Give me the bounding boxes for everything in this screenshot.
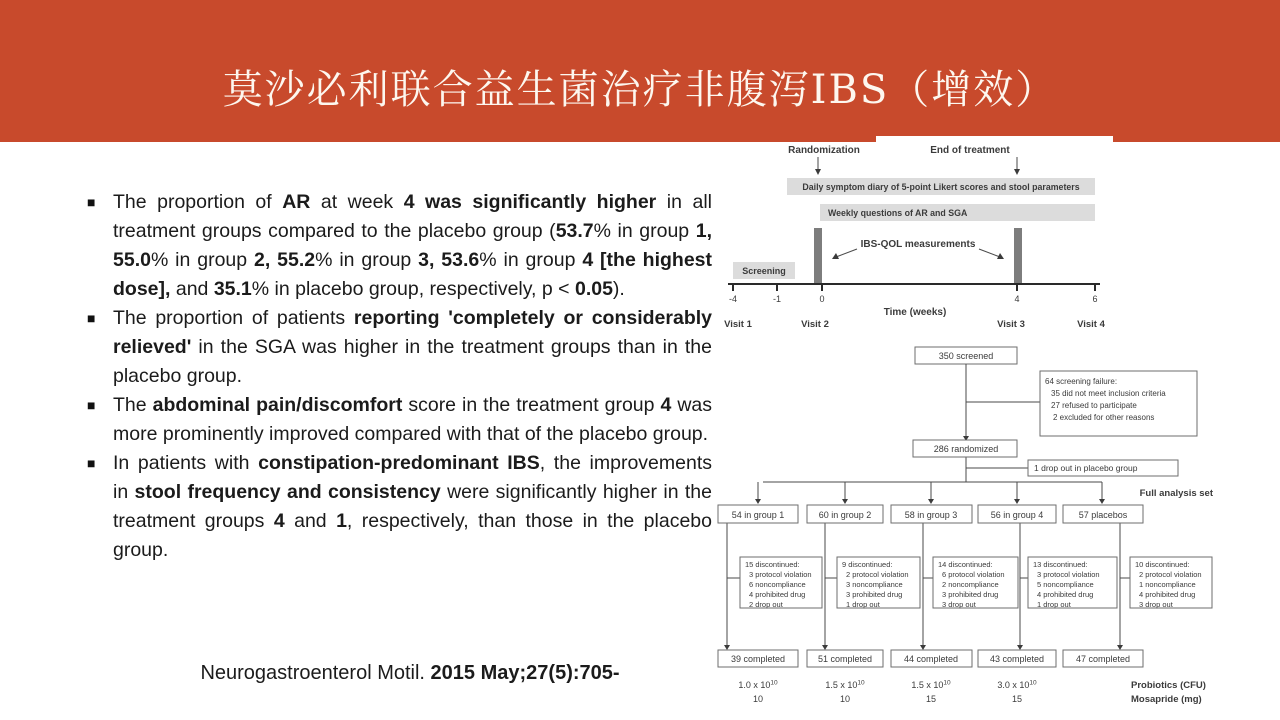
timeline-arrows (815, 157, 1020, 175)
bullet-square-icon: ■ (87, 310, 96, 326)
randomization-label: Randomization (788, 145, 860, 156)
discontinued-line: 3 noncompliance (846, 580, 903, 589)
dose-probiotics: 1.0 x $10^{10}$ (738, 679, 778, 690)
discontinued-line: 6 noncompliance (749, 580, 806, 589)
discontinued-line: 3 prohibited drug (846, 590, 903, 599)
discontinued-line: 1 noncompliance (1139, 580, 1196, 589)
legend-probiotics: Probiotics (CFU) (1131, 680, 1206, 691)
group-label: 56 in group 4 (990, 510, 1044, 520)
failure-line: 27 refused to participate (1051, 401, 1137, 410)
bullet-item (85, 391, 712, 449)
randomized-label: 286 randomized (933, 444, 999, 454)
dose-mosapride: 10 (752, 694, 764, 704)
completed-label: 43 completed (989, 654, 1045, 664)
discontinued-line: 2 protocol violation (846, 570, 909, 579)
tick-label: 6 (1092, 294, 1098, 304)
discontinued-line: 15 discontinued: (745, 560, 800, 569)
bullet-list (85, 188, 712, 565)
visit-label: Visit 1 (724, 319, 752, 330)
dose-probiotics: 1.5 x $10^{10}$ (911, 679, 951, 690)
tick-label: 0 (819, 294, 825, 304)
dose-probiotics: 3.0 x $10^{10}$ (997, 679, 1037, 690)
tick-label: -4 (728, 294, 738, 304)
bullet-text: The abdominal pain/discomfort score in the treatment group 4 was more prominently improved compared with that of the placebo group. (113, 394, 713, 445)
tick-label: -1 (772, 294, 782, 304)
end-of-treatment-label: End of treatment (930, 145, 1010, 156)
tick-label: 4 (1014, 294, 1020, 304)
failure-line: 35 did not meet inclusion criteria (1051, 389, 1166, 398)
discontinued-line: 2 noncompliance (942, 580, 999, 589)
dose-mosapride: 10 (839, 694, 851, 704)
bullet-square-icon: ■ (87, 455, 96, 471)
slide-header (0, 0, 1280, 142)
discontinued-line: 3 drop out (1139, 600, 1173, 609)
completed-label: 44 completed (903, 654, 959, 664)
completed-label: 47 completed (1075, 654, 1131, 664)
discontinued-line: 10 discontinued: (1135, 560, 1190, 569)
dropout-label: 1 drop out in placebo group (1034, 463, 1138, 473)
discontinued-line: 14 discontinued: (938, 560, 993, 569)
bullet-text: In patients with constipation-predominant IBS, the improvements in stool frequency and consistency were significantly higher in the treatment groups 4 and 1, respectively, than those in the placebo group. (113, 452, 713, 561)
bullet-item (85, 449, 712, 565)
discontinued-line: 1 drop out (1037, 600, 1071, 609)
discontinued-line: 4 prohibited drug (1037, 590, 1094, 599)
bullet-square-icon: ■ (87, 194, 96, 210)
weekly-questions-label: Weekly questions of AR and SGA (828, 208, 968, 218)
ibsqol-label: IBS-QOL measurements (860, 239, 976, 250)
visit-label: Visit 3 (997, 319, 1025, 330)
screened-label: 350 screened (938, 351, 994, 361)
discontinued-line: 13 discontinued: (1033, 560, 1088, 569)
slide-title: 莫沙必利联合益生菌治疗非腹泻IBS（增效） (222, 67, 1058, 113)
completed-label: 39 completed (730, 654, 786, 664)
visit-label: Visit 2 (801, 319, 829, 330)
time-axis-label: Time (weeks) (883, 307, 947, 318)
discontinued-line: 2 drop out (749, 600, 783, 609)
bullet-item (85, 304, 712, 391)
ibsqol-arrows (832, 249, 1004, 259)
discontinued-line: 3 drop out (942, 600, 976, 609)
screening-label: Screening (742, 266, 786, 276)
bullet-text: The proportion of patients reporting 'completely or considerably relieved' in the SGA was higher in the treatment groups than in the placebo group. (113, 307, 713, 387)
discontinued-line: 4 prohibited drug (1139, 590, 1196, 599)
group-label: 57 placebos (1078, 510, 1128, 520)
discontinued-line: 3 protocol violation (1037, 570, 1100, 579)
discontinued-line: 6 protocol violation (942, 570, 1005, 579)
dose-mosapride: 15 (1011, 694, 1023, 704)
legend-mosapride: Mosapride (mg) (1131, 694, 1202, 705)
discontinued-line: 2 protocol violation (1139, 570, 1202, 579)
bullet-text: The proportion of AR at week 4 was significantly higher in all treatment groups compared to the placebo group (53.7% in group 1, 55.0% in group 2, 55.2% in group 3, 53.6% in group 4 [the highest dose], and 35.1% in placebo group, respectively, p < 0.05). (113, 191, 713, 300)
dose-probiotics: 1.5 x $10^{10}$ (825, 679, 865, 690)
group-label: 58 in group 3 (904, 510, 958, 520)
visit-label: Visit 4 (1077, 319, 1105, 330)
bullet-square-icon: ■ (87, 397, 96, 413)
discontinued-line: 4 prohibited drug (749, 590, 806, 599)
discontinued-line: 3 protocol violation (749, 570, 812, 579)
discontinued-line: 3 prohibited drug (942, 590, 999, 599)
group-label: 54 in group 1 (731, 510, 785, 520)
daily-diary-label: Daily symptom diary of 5-point Likert scores and stool parameters (802, 182, 1080, 192)
full-analysis-label: Full analysis set (1139, 488, 1213, 499)
discontinued-line: 5 noncompliance (1037, 580, 1094, 589)
completed-label: 51 completed (817, 654, 873, 664)
study-figure (705, 137, 1220, 720)
bullet-item (85, 188, 712, 304)
failure-line: 2 excluded for other reasons (1053, 413, 1155, 422)
axis-ticks (733, 284, 1095, 291)
qol-measure-bar-week0 (814, 228, 822, 285)
citation: Neurogastroenterol Motil. 2015 May;27(5):705- (200, 662, 620, 684)
qol-measure-bar-week4 (1014, 228, 1022, 285)
discontinued-line: 1 drop out (846, 600, 880, 609)
dose-mosapride: 15 (925, 694, 937, 704)
group-label: 60 in group 2 (818, 510, 872, 520)
discontinued-line: 9 discontinued: (842, 560, 893, 569)
failure-line: 64 screening failure: (1045, 377, 1118, 386)
